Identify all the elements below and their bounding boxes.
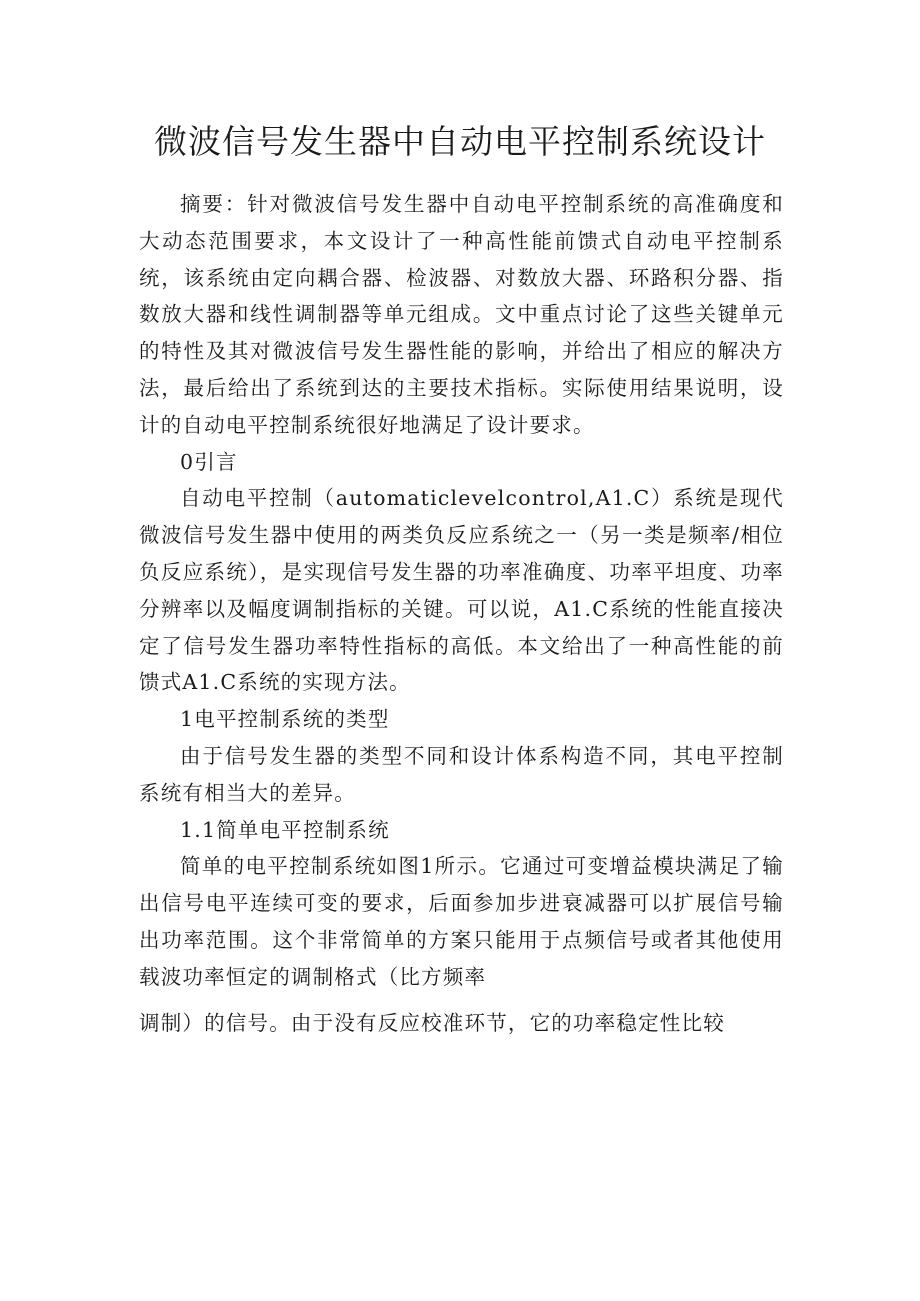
abstract-paragraph: 摘要：针对微波信号发生器中自动电平控制系统的高准确度和大动态范围要求，本文设计了一种高性能前馈式自动电平控制系统，该系统由定向耦合器、检波器、对数放大器、环路积分器、指数放大器和线性调制器等单元组成。文中重点讨论了这些关键单元的特性及其对微波信号发生器性能的影响，并给出了相应的解决方法，最后给出了系统到达的主要技术指标。实际使用结果说明，设计的自动电平控制系统很好地满足了设计要求。 <box>139 192 784 437</box>
section-1-1-paragraph-continued: 调制）的信号。由于没有反应校准环节，它的功率稳定性比较 <box>139 1010 725 1035</box>
section-0-heading: 0引言 <box>180 449 238 474</box>
section-1-1-paragraph: 简单的电平控制系统如图1所示。它通过可变增益模块满足了输出信号电平连续可变的要求，后面参加步进衰减器可以扩展信号输出功率范围。这个非常简单的方案只能用于点频信号或者其他使用载波功率恒定的调制格式（比方频率 <box>139 854 784 989</box>
document-body <box>139 186 784 1041</box>
document-title: 微波信号发生器中自动电平控制系统设计 <box>154 122 766 161</box>
section-1-paragraph: 由于信号发生器的类型不同和设计体系构造不同，其电平控制系统有相当大的差异。 <box>139 743 784 805</box>
section-0-paragraph: 自动电平控制（automaticlevelcontrol,A1.C）系统是现代微波信号发生器中使用的两类负反应系统之一（另一类是频率/相位负反应系统），是实现信号发生器的功率准确度、功率平坦度、功率分辨率以及幅度调制指标的关键。可以说，A1.C系统的性能直接决定了信号发生器功率特性指标的高低。本文给出了一种高性能的前馈式A1.C系统的实现方法。 <box>139 486 784 695</box>
section-1-1-heading: 1.1简单电平控制系统 <box>180 817 390 842</box>
section-1-heading: 1电平控制系统的类型 <box>180 707 390 732</box>
